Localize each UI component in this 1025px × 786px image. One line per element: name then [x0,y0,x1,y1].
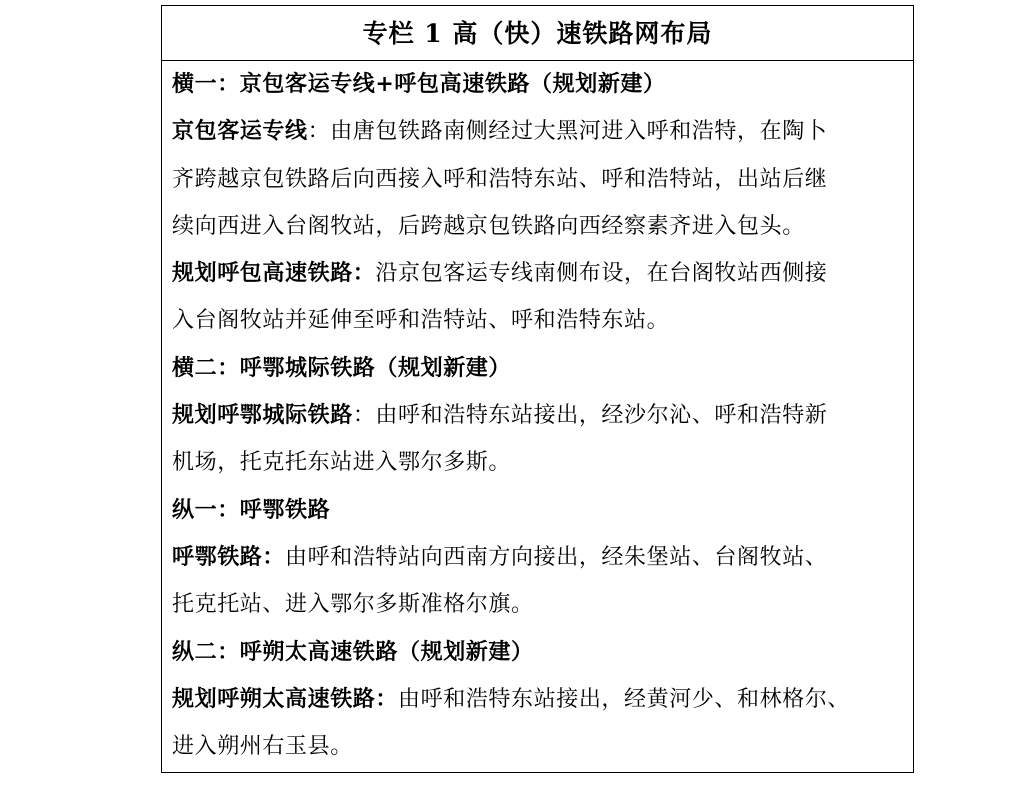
route-description: ：由呼和浩特东站接出，经沙尔沁、呼和浩特新 [352,403,828,429]
column-box [161,5,914,773]
route-description: 沿京包客运专线南侧布设，在台阁牧站西侧接 [375,261,828,287]
box-content [162,61,913,770]
paragraph-line [172,250,904,297]
paragraph-line: 托克托站、进入鄂尔多斯准格尔旗。 [172,592,534,618]
route-description: 由呼和浩特站向西南方向接出，经朱堡站、台阁牧站、 [285,544,828,570]
box-title: 专栏 1 高（快）速铁路网布局 [162,6,913,61]
section-heading-zong-2: 纵二：呼朔太高速铁路（规划新建） [172,638,534,665]
route-term: 京包客运专线 [172,118,308,145]
paragraph-line [172,392,904,439]
route-term: 呼鄂铁路： [172,543,286,570]
paragraph-line: 续向西进入台阁牧站，后跨越京包铁路向西经察素齐进入包头。 [172,213,805,239]
paragraph-line: 齐跨越京包铁路后向西接入呼和浩特东站、呼和浩特站，出站后继 [172,166,828,192]
route-description: 由呼和浩特东站接出，经黄河少、和林格尔、 [398,686,851,712]
section-heading-zong-1: 纵一：呼鄂铁路 [172,496,331,523]
route-description: ：由唐包铁路南侧经过大黑河进入呼和浩特，在陶卜 [307,119,828,145]
paragraph-line [172,108,904,155]
paragraph-line [172,676,904,723]
section-heading-heng-2: 横二：呼鄂城际铁路（规划新建） [172,354,512,381]
section-heading-heng-1: 横一：京包客运专线+呼包高速铁路（规划新建） [172,71,666,97]
paragraph-line [172,534,904,581]
paragraph-line: 进入朔州右玉县。 [172,734,353,760]
route-term: 规划呼鄂城际铁路 [172,402,353,429]
route-term: 规划呼朔太高速铁路： [172,685,399,712]
route-term: 规划呼包高速铁路： [172,260,376,287]
paragraph-line: 入台阁牧站并延伸至呼和浩特站、呼和浩特东站。 [172,308,670,334]
paragraph-line: 机场，托克托东站进入鄂尔多斯。 [172,450,512,476]
